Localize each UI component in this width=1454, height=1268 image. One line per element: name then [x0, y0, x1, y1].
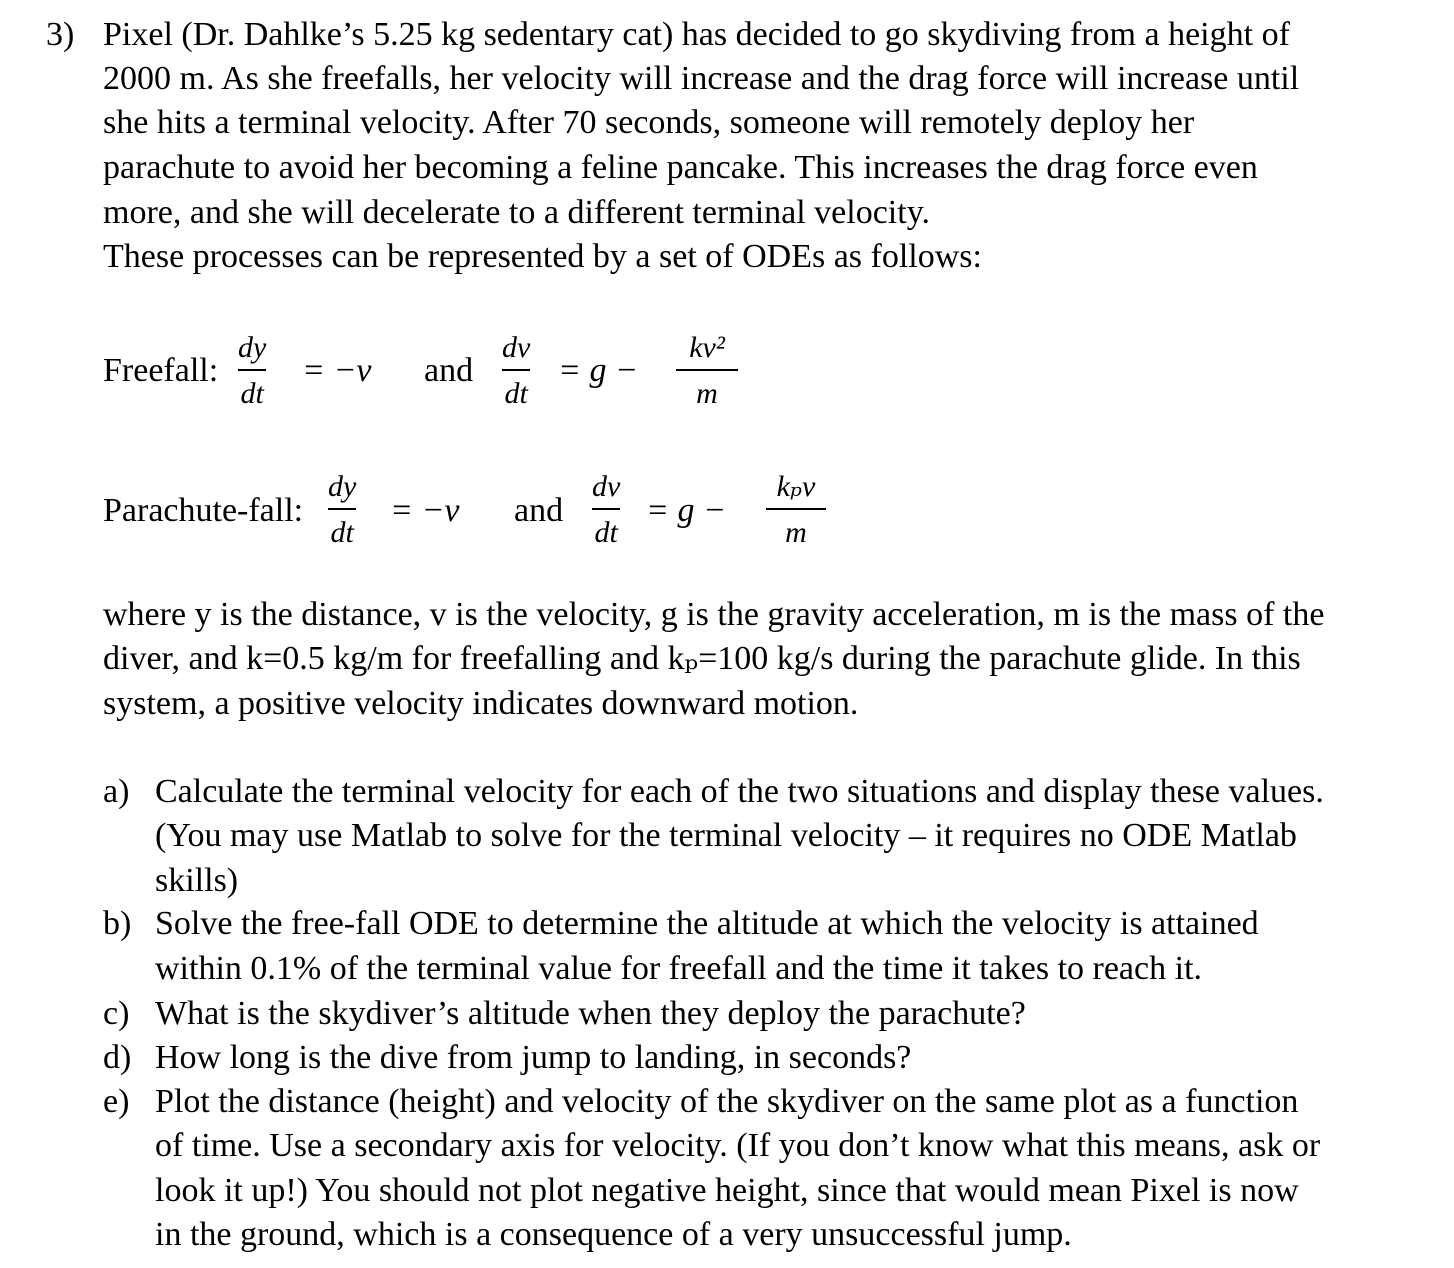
definitions-line: where y is the distance, v is the velocity, g is the gravity acceleration, m is the mass of the	[103, 596, 1325, 633]
part-line: (You may use Matlab to solve for the terminal velocity – it requires no ODE Matlab	[155, 817, 1297, 854]
parachute-dy-dt-fraction	[328, 472, 356, 548]
part-line: Plot the distance (height) and velocity of the skydiver on the same plot as a function	[155, 1083, 1299, 1120]
fraction-numerator: kₚv	[776, 470, 816, 503]
parachute-rhs-gravity: = g −	[646, 492, 726, 529]
fraction-bar	[676, 369, 738, 371]
part-line: Calculate the terminal velocity for each of the two situations and display these values.	[155, 773, 1324, 810]
part-line: in the ground, which is a consequence of a very unsuccessful jump.	[155, 1216, 1072, 1253]
part-letter: a)	[103, 773, 130, 810]
fraction-bar	[328, 508, 356, 510]
part-line: within 0.1% of the terminal value for freefall and the time it takes to reach it.	[155, 950, 1203, 987]
problem-number: 3)	[46, 16, 75, 53]
parachute-drag-fraction	[766, 472, 826, 548]
parachute-dv-dt-fraction	[592, 472, 620, 548]
part-letter: e)	[103, 1083, 130, 1120]
intro-line: 2000 m. As she freefalls, her velocity will increase and the drag force will increase until	[103, 60, 1300, 97]
freefall-label: Freefall:	[103, 352, 219, 389]
fraction-denominator: dt	[594, 516, 618, 549]
fraction-numerator: dy	[238, 331, 267, 364]
fraction-denominator: m	[785, 516, 807, 549]
fraction-bar	[592, 508, 620, 510]
fraction-numerator: dv	[502, 331, 531, 364]
part-letter: b)	[103, 905, 132, 942]
freefall-dv-dt-fraction	[502, 333, 530, 409]
fraction-bar	[502, 369, 530, 371]
intro-line: parachute to avoid her becoming a feline pancake. This increases the drag force even	[103, 149, 1258, 186]
intro-line: These processes can be represented by a set of ODEs as follows:	[103, 238, 982, 275]
fraction-denominator: dt	[504, 377, 528, 410]
part-line: How long is the dive from jump to landing, in seconds?	[155, 1039, 912, 1076]
part-letter: c)	[103, 995, 130, 1032]
fraction-bar	[766, 508, 826, 510]
fraction-denominator: dt	[330, 516, 354, 549]
freefall-rhs-gravity: = g −	[558, 352, 638, 389]
definitions-line: diver, and k=0.5 kg/m for freefalling and kₚ=100 kg/s during the parachute glide. In this	[103, 640, 1301, 677]
fraction-denominator: m	[696, 377, 718, 410]
part-line: of time. Use a secondary axis for velocity. (If you don’t know what this means, ask or	[155, 1127, 1321, 1164]
fraction-denominator: dt	[240, 377, 264, 410]
intro-line: Pixel (Dr. Dahlke’s 5.25 kg sedentary cat) has decided to go skydiving from a height of	[103, 16, 1290, 53]
fraction-bar	[238, 369, 266, 371]
freefall-and: and	[424, 352, 474, 389]
fraction-numerator: dy	[328, 470, 357, 503]
freefall-dy-dt-fraction	[238, 333, 266, 409]
fraction-numerator: dv	[592, 470, 621, 503]
freefall-drag-fraction	[676, 333, 738, 409]
intro-line: she hits a terminal velocity. After 70 seconds, someone will remotely deploy her	[103, 104, 1195, 141]
parachute-and: and	[514, 492, 564, 529]
parachute-label: Parachute-fall:	[103, 492, 304, 529]
part-line: skills)	[155, 862, 239, 899]
part-line: What is the skydiver’s altitude when they deploy the parachute?	[155, 995, 1026, 1032]
definitions-line: system, a positive velocity indicates downward motion.	[103, 685, 859, 722]
freefall-rhs-velocity: = −v	[302, 352, 372, 389]
intro-line: more, and she will decelerate to a different terminal velocity.	[103, 194, 930, 231]
part-line: Solve the free-fall ODE to determine the altitude at which the velocity is attained	[155, 905, 1259, 942]
part-line: look it up!) You should not plot negative height, since that would mean Pixel is now	[155, 1172, 1299, 1209]
fraction-numerator: kv²	[689, 331, 725, 364]
part-letter: d)	[103, 1039, 132, 1076]
parachute-rhs-velocity: = −v	[390, 492, 460, 529]
